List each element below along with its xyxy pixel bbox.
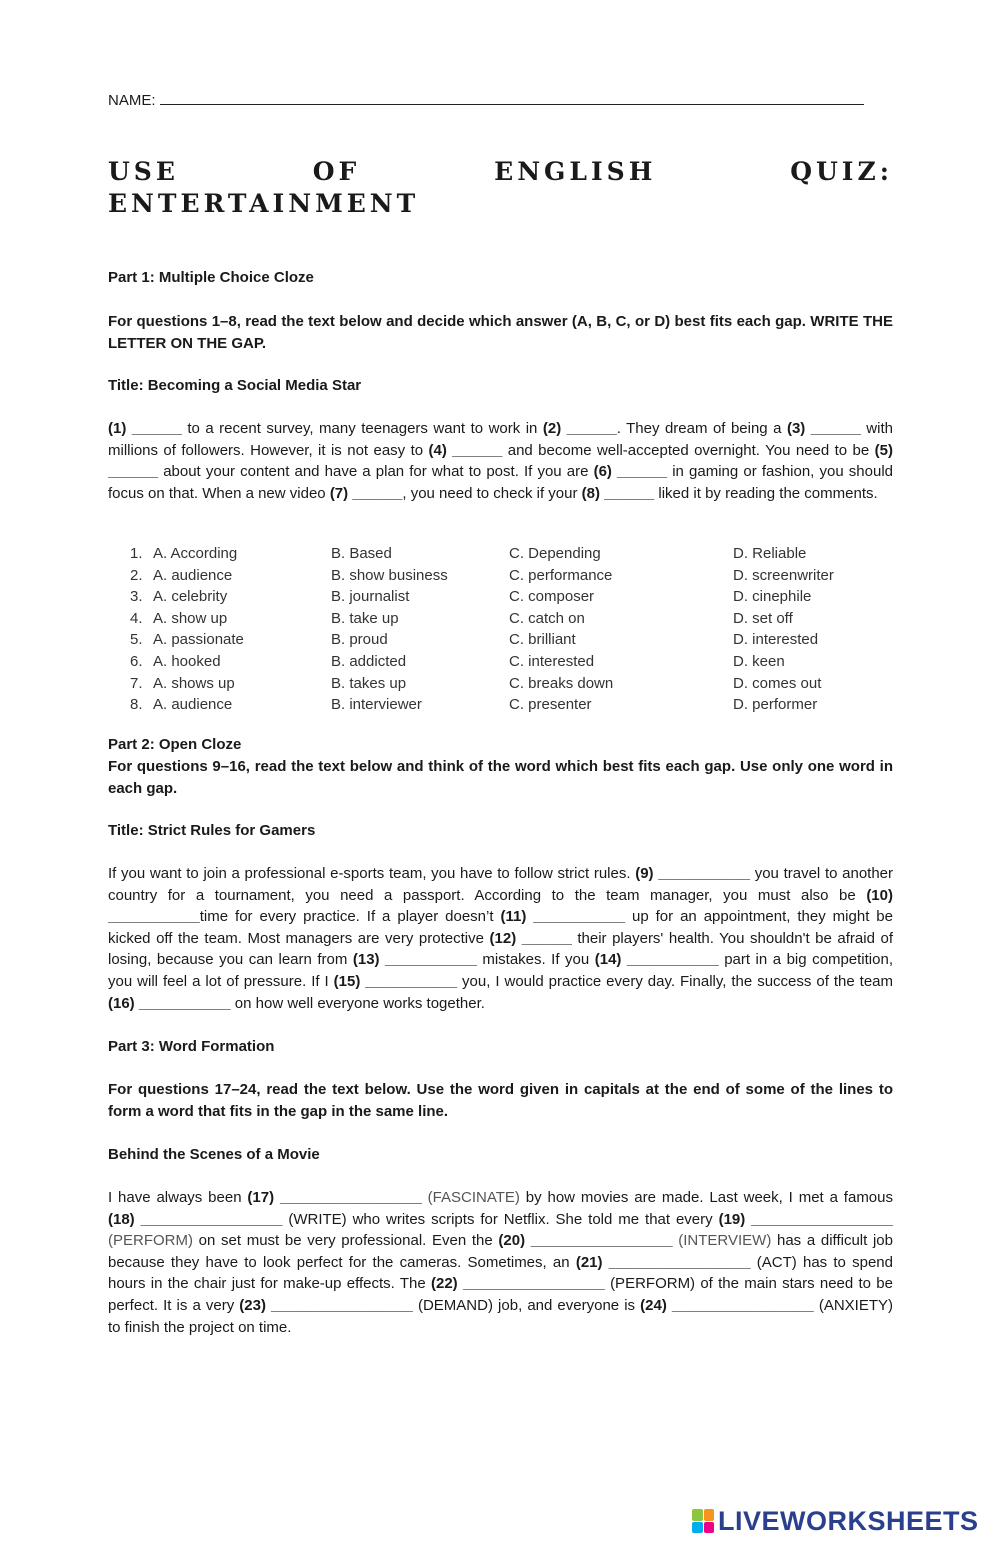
choice-option: B. show business [331, 566, 448, 584]
choice-option: A. According [153, 545, 238, 562]
passage-text: on how well everyone works together. [230, 994, 485, 1012]
word-hint: (FASCINATE) [421, 1189, 520, 1206]
choice-option: B. takes up [331, 674, 407, 692]
passage-text: (DEMAND) job, and everyone is [412, 1296, 641, 1314]
gap-blank[interactable]: (9) ___________ [635, 865, 751, 882]
passage-text: (WRITE) who writes scripts for Netflix. She told me that every [282, 1210, 719, 1228]
choice-option: D. interested [733, 631, 819, 649]
passage-text: and become well-accepted overnight. You need to be [502, 441, 875, 459]
part3-heading: Part 3: Word Formation [108, 1038, 275, 1055]
choice-number: 7. [130, 674, 143, 692]
gap-blank[interactable]: (19) _________________ [718, 1210, 893, 1228]
choice-option: C. breaks down [509, 674, 614, 692]
choice-number: 6. [130, 652, 143, 670]
gap-blank[interactable]: (12) ______ [489, 929, 572, 947]
choice-option: B. Based [331, 545, 392, 562]
gap-blank[interactable]: (8) ______ [581, 484, 655, 502]
choice-option: D. screenwriter [733, 566, 834, 584]
part2-title: Title: Strict Rules for Gamers [108, 822, 316, 839]
title-line-1 [108, 156, 893, 188]
logo-square [692, 1509, 703, 1521]
gap-blank[interactable]: (5) ______ [108, 441, 893, 481]
choice-option: A. show up [153, 609, 228, 627]
choice-number: 3. [130, 588, 143, 606]
choice-row [130, 543, 893, 565]
gap-blank[interactable]: (22) _________________ [431, 1275, 605, 1293]
passage-text: . They dream of being a [616, 420, 787, 437]
part3-passage [108, 1187, 893, 1338]
choice-option: A. shows up [153, 674, 235, 692]
gap-blank[interactable]: (6) ______ [593, 463, 668, 481]
gap-blank[interactable]: (21) _________________ [575, 1253, 751, 1271]
choice-option: B. take up [331, 609, 399, 627]
choice-option: C. performance [509, 566, 613, 584]
gap-blank[interactable]: (2) ______ [542, 420, 617, 437]
logo-square [692, 1522, 703, 1534]
gap-blank[interactable]: (4) ______ [428, 441, 503, 459]
part3-instructions: For questions 17–24, read the text below. Use the word given in capitals at the end of some of the lines to form a word that fits in the gap in the same line. [108, 1081, 893, 1120]
passage-text: liked it by reading the comments. [654, 484, 878, 502]
choice-number: 1. [130, 545, 143, 562]
title-word: QUIZ: [790, 157, 893, 186]
passage-text: you travel to another country for a tournament, you need a passport. According to the team manager, you must also be [108, 865, 894, 904]
part1-instructions: For questions 1–8, read the text below and decide which answer (A, B, C, or D) best fits each gap. WRITE THE LETTER ON THE GAP. [108, 313, 893, 352]
part3-title: Behind the Scenes of a Movie [108, 1146, 320, 1163]
choice-option: C. catch on [509, 609, 585, 627]
choice-option: D. comes out [733, 674, 822, 692]
gap-blank[interactable]: (20) _________________ [498, 1232, 673, 1250]
name-field[interactable] [108, 90, 864, 109]
part1-heading: Part 1: Multiple Choice Cloze [108, 269, 314, 286]
choice-row [130, 651, 893, 673]
passage-text: their players' health. You shouldn't be afraid of losing, because you can learn from [108, 929, 893, 969]
choice-option: B. proud [331, 631, 388, 649]
choice-option: C. Depending [509, 545, 601, 562]
choice-option: A. audience [153, 566, 233, 584]
choice-option: C. composer [509, 588, 595, 606]
passage-text: about your content and have a plan for what to post. If you are [158, 463, 594, 481]
choice-option: D. cinephile [733, 588, 812, 606]
liveworksheets-logo[interactable] [692, 1506, 979, 1536]
part2-instructions: For questions 9–16, read the text below and think of the word which best fits each gap. Use only one word in each gap. [108, 758, 893, 797]
passage-text: up for an appointment, they might be kicked off the team. Most managers are very protective [108, 908, 893, 947]
gap-blank[interactable]: (23) _________________ [239, 1296, 413, 1314]
gap-blank[interactable]: (24) _________________ [640, 1296, 814, 1314]
passage-text: If you want to join a professional e-sports team, you have to follow strict rules. [108, 865, 636, 882]
passage-text: to a recent survey, many teenagers want to work in [181, 420, 543, 437]
page-title [108, 156, 893, 220]
gap-blank[interactable]: (14) ___________ [594, 951, 719, 969]
word-hint: (INTERVIEW) [672, 1232, 772, 1250]
choice-option: A. celebrity [153, 588, 228, 606]
part2-heading: Part 2: Open Cloze [108, 736, 242, 753]
title-word: OF [312, 157, 361, 186]
choice-option: B. journalist [331, 588, 410, 606]
word-hint: (PERFORM) [108, 1232, 193, 1250]
passage-text: , you need to check if your [402, 484, 582, 502]
part1-passage [108, 418, 893, 504]
choice-number: 5. [130, 631, 143, 649]
gap-blank[interactable]: (11) ___________ [500, 908, 626, 926]
choice-row [130, 694, 893, 716]
passage-text: on set must be very professional. Even the [193, 1232, 499, 1250]
gap-blank[interactable]: (1) ______ [108, 420, 182, 437]
choice-row [130, 673, 893, 695]
title-word: USE [108, 157, 179, 186]
gap-blank[interactable]: (17) _________________ [247, 1189, 422, 1206]
part2-passage [108, 863, 893, 1014]
gap-blank[interactable]: (18) _________________ [108, 1210, 283, 1228]
logo-badge-icon [692, 1509, 714, 1533]
logo-square [704, 1509, 715, 1521]
passage-text: I have always been [108, 1189, 248, 1206]
gap-blank[interactable]: (7) ______ [329, 484, 403, 502]
choice-number: 4. [130, 609, 143, 627]
choice-number: 8. [130, 696, 143, 714]
passage-text: in gaming or fashion, you should focus on that. When a new video [108, 463, 893, 502]
gap-blank[interactable]: (13) ___________ [352, 951, 477, 969]
choice-row [130, 629, 893, 651]
gap-blank[interactable]: (3) ______ [786, 420, 861, 437]
choice-option: C. presenter [509, 696, 592, 714]
choice-option: A. audience [153, 696, 233, 714]
choice-row [130, 565, 893, 587]
passage-text: you, I would practice every day. Finally, the success of the team [457, 972, 894, 990]
choice-option: A. passionate [153, 631, 244, 649]
passage-text: part in a big competition, you will feel a lot of pressure. If I [108, 951, 893, 990]
part1-title: Title: Becoming a Social Media Star [108, 377, 362, 394]
gap-blank[interactable]: (10) ___________ [108, 886, 893, 926]
name-label: NAME: [108, 92, 156, 109]
passage-text: has a difficult job because they have to look perfect for the cameras. Sometimes, an [108, 1232, 893, 1271]
choice-option: A. hooked [153, 652, 221, 670]
choice-option: C. interested [509, 652, 595, 670]
logo-text: LIVEWORKSHEETS [718, 1505, 979, 1536]
passage-text: time for every practice. If a player doesn’t [199, 908, 501, 926]
title-word: ENGLISH [494, 157, 657, 186]
choice-option: D. set off [733, 609, 793, 627]
choice-number: 2. [130, 566, 143, 584]
choice-row [130, 586, 893, 608]
passage-text: (PERFORM) of the main stars need to be perfect. It is a very [108, 1275, 893, 1314]
choice-option: B. addicted [331, 652, 407, 670]
passage-text: (ANXIETY) to finish the project on time. [108, 1296, 894, 1336]
passage-text: mistakes. If you [476, 951, 595, 969]
gap-blank[interactable]: (16) ___________ [108, 994, 231, 1012]
choice-option: B. interviewer [331, 696, 422, 714]
passage-text: with millions of followers. However, it is not easy to [108, 420, 893, 459]
title-line-2: ENTERTAINMENT [108, 189, 420, 218]
logo-square [704, 1522, 715, 1534]
passage-text: by how movies are made. Last week, I met a famous [519, 1189, 893, 1206]
choice-option: D. Reliable [733, 545, 807, 562]
gap-blank[interactable]: (15) ___________ [333, 972, 458, 990]
part1-choices [130, 543, 893, 716]
choice-row [130, 608, 893, 630]
passage-text: (ACT) has to spend hours in the chair just for make-up effects. The [108, 1253, 893, 1293]
choice-option: C. brilliant [509, 631, 576, 649]
choice-option: D. performer [733, 696, 818, 714]
name-blank-line[interactable] [160, 90, 864, 105]
choice-option: D. keen [733, 652, 785, 670]
